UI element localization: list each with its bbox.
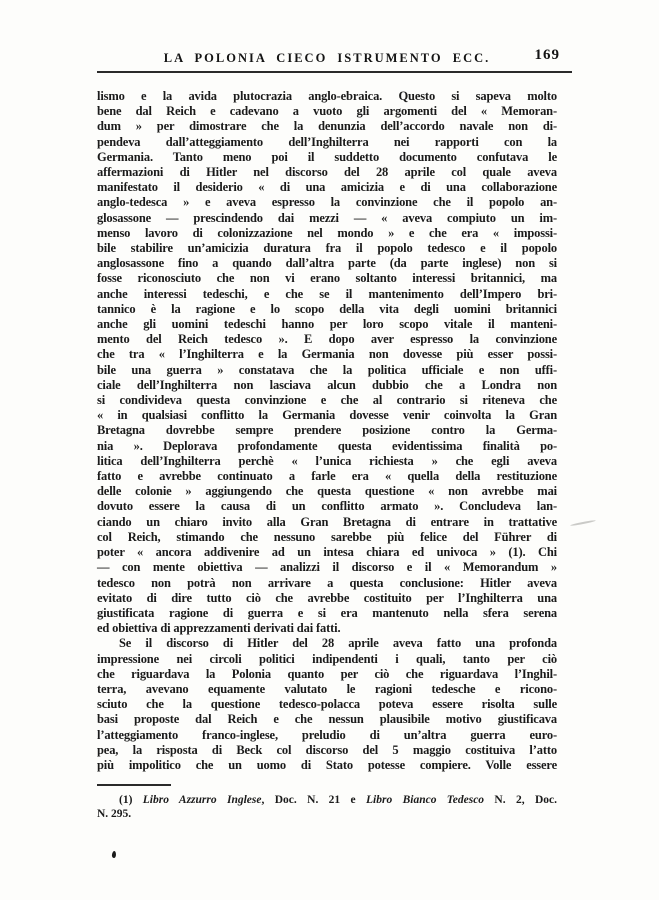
text-line: anglo-tedesca » e aveva espresso la convinzione che il popolo an-: [97, 195, 557, 210]
text-line: tedesco non potrà non arrivare a questa conclusione: Hitler aveva: [97, 575, 557, 590]
pencil-mark: [570, 520, 596, 527]
text-line: bile una guerra » constatava che la politica ufficiale e non uffi-: [97, 362, 557, 377]
header-rule: [97, 71, 572, 73]
text-line: fosse riconosciuto che non vi erano soltanto interessi britannici, ma: [97, 271, 557, 286]
text-line: col Reich, stimando che nessuno sarebbe più felice del Führer di: [97, 529, 557, 544]
text-line: impressione nei circoli politici indipendenti i quali, tanto per ciò: [97, 651, 557, 666]
text-line: affermazioni di Hitler nel discorso del 28 aprile col quale aveva: [97, 165, 557, 180]
footnote-block: [97, 793, 557, 821]
running-header-title: LA POLONIA CIECO ISTRUMENTO ECC.: [163, 51, 491, 65]
text-line: giustificata ragione di guerra e si era mantenuto nella sfera serena: [97, 605, 557, 620]
text-line: lismo e la avida plutocrazia anglo-ebraica. Questo si sapeva molto: [97, 89, 557, 103]
text-line: che riguardava la Polonia quanto per ciò che riguardava l’Inghil-: [97, 666, 557, 681]
footnote-text: N. 295.: [97, 808, 132, 820]
text-line: si condivideva questa convinzione e che al contrario si riteneva che: [97, 393, 557, 408]
text-line: ciando un chiaro invito alla Gran Bretagna di entrare in trattative: [97, 514, 557, 529]
text-line: delle colonie » aggiungendo che questa questione « non avrebbe mai: [97, 484, 557, 499]
text-line: pea, la risposta di Beck col discorso del 5 maggio costituiva l’atto: [97, 742, 557, 757]
page-number: 169: [534, 47, 560, 63]
footnote-text: , Doc. N. 21 e: [261, 794, 367, 806]
text-line: litica dell’Inghilterra perchè « l’unica richiesta » che egli aveva: [97, 453, 557, 468]
text-line: ciale dell’Inghilterra non lasciava alcun dubbio che a Londra non: [97, 377, 557, 392]
text-line: bile stabilire un’amicizia duratura fra il popolo tedesco e il popolo: [97, 241, 557, 256]
text-line: dovuto essere la causa di un conflitto armato ». Concludeva lan-: [97, 499, 557, 514]
text-line: bene dal Reich e cadevano a vuoto gli argomenti del « Memoran-: [97, 104, 557, 119]
footnote-line: [97, 807, 557, 821]
body-text-block: [97, 89, 557, 773]
text-line: menso lavoro di colonizzazione nel mondo » e che era « impossi-: [97, 225, 557, 240]
text-line: più impolitico che un uomo di Stato potesse compiere. Volle essere: [97, 757, 557, 772]
footnote-text: (1): [119, 794, 143, 806]
text-line: che tra « l’Inghilterra e la Germania non dovesse più esser possi-: [97, 347, 557, 362]
text-line: — con mente obiettiva — analizzi il discorso e il « Memorandum »: [97, 560, 557, 575]
text-line: anche interessi tedeschi, e che se il mantenimento dell’Impero bri-: [97, 286, 557, 301]
cited-work-title: Libro Bianco Tedesco: [366, 794, 485, 806]
text-line: nia ». Deplorava profondamente questa evidentissima finalità po-: [97, 438, 557, 453]
text-line: Bretagna dovrebbe sempre prendere posizione contro la Germa-: [97, 423, 557, 438]
text-line: tannico è la ragione e lo scopo della vita degli uomini britannici: [97, 301, 557, 316]
text-line: basi proposte dal Reich e che nessun plausibile motivo giustificava: [97, 712, 557, 727]
text-line: pendeva dall’atteggiamento dell’Inghilterra nei rapporti con la: [97, 134, 557, 149]
text-line: poter « ancora addivenire ad un intesa chiara ed univoca » (1). Chi: [97, 545, 557, 560]
cited-work-title: Libro Azzurro Inglese: [142, 794, 262, 806]
text-line: glosassone — prescindendo dai mezzi — « aveva compiuto un im-: [97, 210, 557, 225]
text-line: l’atteggiamento franco-inglese, preludio di un’altra guerra euro-: [97, 727, 557, 742]
footnote-text: N. 2, Doc.: [484, 794, 557, 806]
text-line: anglosassone fino a quando dall’altra parte (da parte inglese) non si: [97, 256, 557, 271]
text-line: ed obiettiva di apprezzamenti derivati dai fatti.: [97, 621, 341, 636]
text-line: dum » per dimostrare che la denunzia dell’accordo navale non di-: [97, 119, 557, 134]
text-line: anche gli uomini tedeschi hanno per loro scopo vitale il manteni-: [97, 317, 557, 332]
text-line: fatto e avrebbe continuato a farle era « quella della restituzione: [97, 469, 557, 484]
text-line: terra, avevano equamente valutato le ragioni tedesche e ricono-: [97, 681, 557, 696]
text-line: evitato di dire tutto ciò che avrebbe costituito per l’Inghilterra una: [97, 590, 557, 605]
text-line: Germania. Tanto meno poi il suddetto documento confutava le: [97, 149, 557, 164]
text-line: « in qualsiasi conflitto la Germania dovesse venir coinvolta la Gran: [97, 408, 557, 423]
text-line: mento del Reich tedesco ». E dopo aver espresso la convinzione: [97, 332, 557, 347]
ink-speck: [112, 851, 117, 858]
footnote-separator-rule: [97, 784, 171, 786]
text-line: manifestato il desiderio « di una amicizia e di una collaborazione: [97, 180, 557, 195]
text-line: Se il discorso di Hitler del 28 aprile aveva fatto una profonda: [119, 636, 557, 651]
text-line: sciuto che la questione tedesco-polacca poteva essere risolta sulle: [97, 697, 557, 712]
footnote-line: [97, 793, 557, 807]
